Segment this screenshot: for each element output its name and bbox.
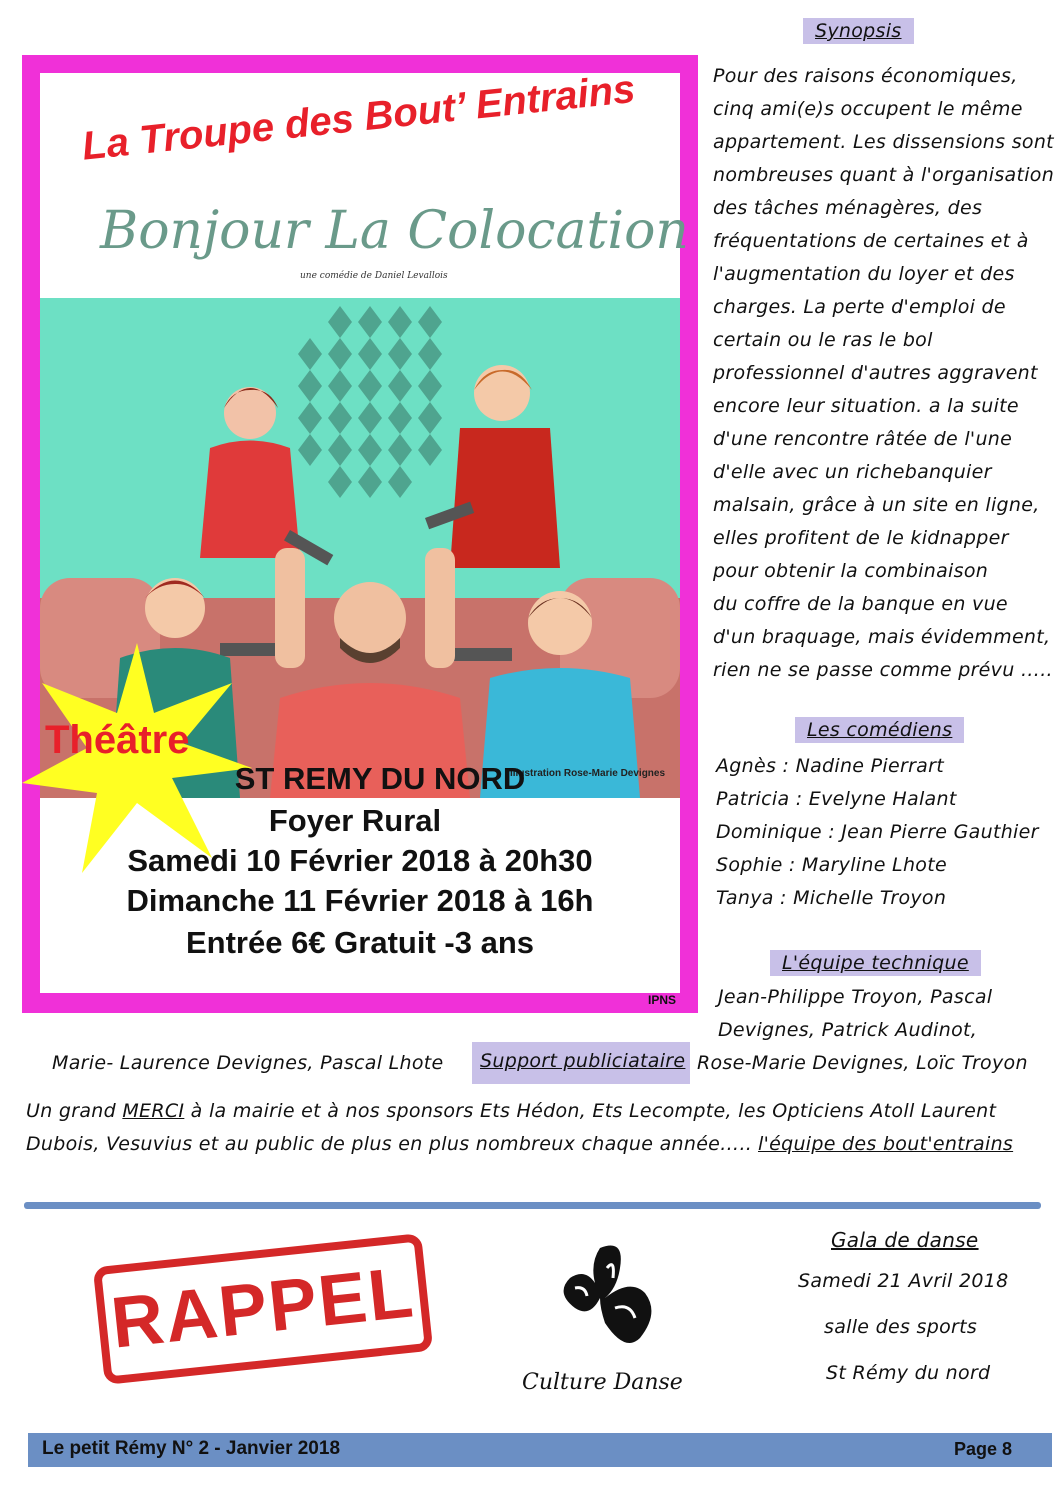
gala-place: salle des sports: [824, 1316, 978, 1338]
comediens-heading: Les comédiens: [795, 717, 964, 743]
synopsis-line: professionnel d'autres aggravent: [713, 362, 1038, 384]
comedien-line: Agnès : Nadine Pierrart: [716, 755, 944, 777]
comedien-line: Dominique : Jean Pierre Gauthier: [716, 821, 1039, 843]
synopsis-line: d'une rencontre râtée de l'une: [713, 428, 1013, 450]
footer-bar: [28, 1433, 1052, 1467]
support-right-names: Rose-Marie Devignes, Loïc Troyon: [697, 1052, 1028, 1074]
synopsis-line: l'augmentation du loyer et des: [713, 263, 1015, 285]
synopsis-line: certain ou le ras le bol: [713, 329, 933, 351]
thanks-prefix: Un grand: [26, 1100, 123, 1122]
illustration-credit: Illustration Rose-Marie Devignes: [510, 768, 666, 779]
synopsis-body: [713, 60, 1053, 687]
burst-label: Théâtre: [45, 718, 190, 762]
poster-date2: Dimanche 11 Février 2018 à 16h: [126, 883, 594, 918]
comedien-line: Patricia : Evelyne Halant: [716, 788, 957, 810]
synopsis-line: des tâches ménagères, des: [713, 197, 983, 219]
synopsis-line: encore leur situation. a la suite: [713, 395, 1019, 417]
synopsis-heading: Synopsis: [803, 18, 914, 44]
logo-text: Culture Danse: [522, 1370, 683, 1395]
synopsis-line: du coffre de la banque en vue: [713, 593, 1008, 615]
poster-play-title: Bonjour La Colocation: [100, 201, 689, 261]
footer-page-number: Page 8: [954, 1439, 1013, 1459]
synopsis-line: pour obtenir la combinaison: [713, 560, 989, 582]
comediens-list: [716, 750, 1056, 915]
section-divider: [24, 1202, 1041, 1209]
thanks-line-2: Dubois, Vesuvius et au public de plus en plus nombreux chaque année…..: [26, 1133, 753, 1155]
rappel-stamp-text: RAPPEL: [107, 1252, 419, 1364]
synopsis-line: malsain, grâce à un site en ligne,: [713, 494, 1040, 516]
thanks-merci: MERCI: [122, 1100, 185, 1122]
thanks-line-1: [26, 1100, 996, 1122]
thanks-rest: à la mairie et à nos sponsors Ets Hédon, Ets Lecompte, les Opticiens Atoll Laurent: [184, 1100, 997, 1122]
event-poster: [22, 55, 698, 1013]
synopsis-line: elles profitent de le kidnapper: [713, 527, 1009, 549]
synopsis-line: charges. La perte d'emploi de: [713, 296, 1006, 318]
poster-city: ST REMY DU NORD: [234, 761, 526, 796]
butterfly-logo: [545, 1238, 665, 1362]
comedien-line: Sophie : Maryline Lhote: [716, 854, 947, 876]
comedien-line: Tanya : Michelle Troyon: [716, 887, 947, 909]
technique-line-2: Devignes, Patrick Audinot,: [718, 1019, 978, 1041]
poster-subtitle: une comédie de Daniel Levallois: [300, 271, 448, 281]
poster-inner: [40, 66, 689, 1007]
technique-line-1: Jean-Philippe Troyon, Pascal: [718, 986, 993, 1008]
gala-date: Samedi 21 Avril 2018: [798, 1270, 1009, 1292]
footer-issue: Le petit Rémy N° 2 - Janvier 2018: [42, 1438, 341, 1459]
synopsis-line: appartement. Les dissensions sont: [713, 131, 1054, 153]
synopsis-line: fréquentations de certaines et à: [713, 230, 1029, 252]
poster-date1: Samedi 10 Février 2018 à 20h30: [127, 843, 593, 878]
poster-hall: Foyer Rural: [268, 803, 442, 838]
support-left-names: Marie- Laurence Devignes, Pascal Lhote: [52, 1052, 444, 1074]
poster-ipns: IPNS: [648, 993, 677, 1007]
gala-heading: Gala de danse: [831, 1228, 979, 1252]
synopsis-line: rien ne se passe comme prévu …..: [713, 659, 1053, 681]
butterfly-icon: [545, 1238, 665, 1358]
synopsis-line: d'un braquage, mais évidemment,: [713, 626, 1051, 648]
rappel-stamp: [93, 1233, 434, 1385]
support-heading: Support publiciataire: [480, 1050, 686, 1072]
synopsis-line: nombreuses quant à l'organisation: [713, 164, 1055, 186]
synopsis-line: d'elle avec un richebanquier: [713, 461, 992, 483]
poster-price: Entrée 6€ Gratuit -3 ans: [185, 925, 534, 960]
thanks-signature: l'équipe des bout'entrains: [758, 1133, 1014, 1155]
gala-town: St Rémy du nord: [826, 1362, 991, 1384]
synopsis-line: Pour des raisons économiques,: [713, 65, 1018, 87]
synopsis-line: cinq ami(e)s occupent le même: [713, 98, 1023, 120]
technique-heading: L'équipe technique: [770, 950, 981, 976]
poster-troupe: La Troupe des Bout’ Entrains: [80, 66, 638, 169]
